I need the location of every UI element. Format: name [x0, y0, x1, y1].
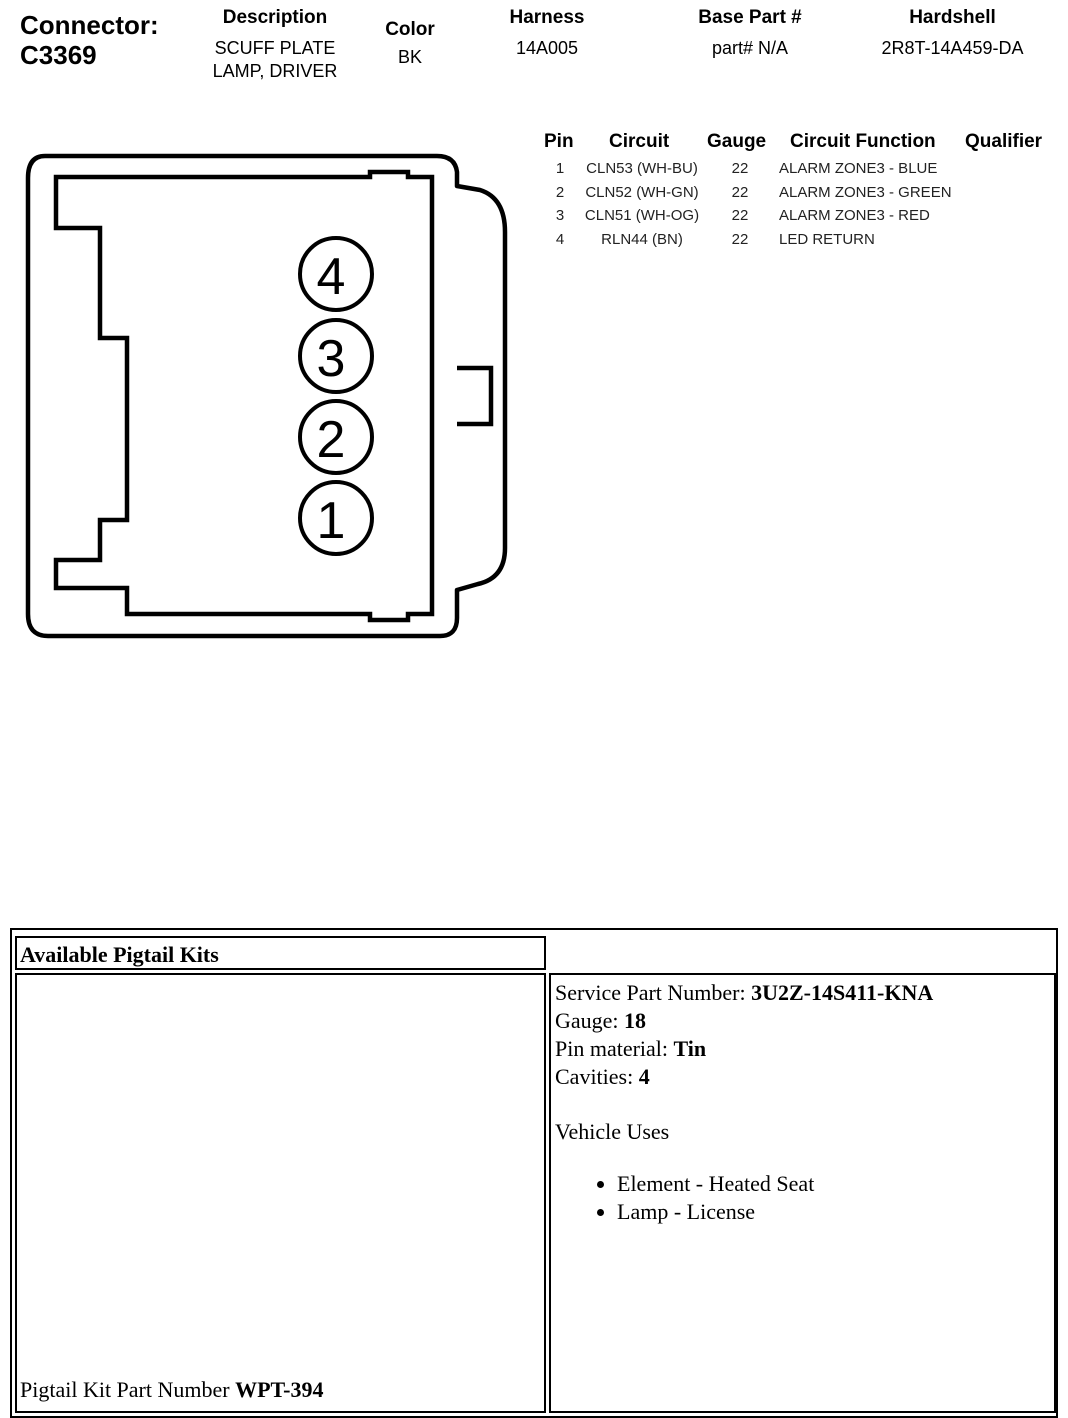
pigtail-image-cell — [15, 973, 546, 1413]
hardshell-column — [860, 6, 1045, 60]
pin-table-cell-function: LED RETURN — [779, 231, 875, 248]
base-part-heading: Base Part # — [698, 7, 802, 28]
service-part-label: Service Part Number: — [555, 980, 746, 1005]
pin-table-header-qualifier: Qualifier — [965, 131, 1043, 152]
vehicle-uses-heading: Vehicle Uses — [555, 1119, 670, 1144]
color-value: BK — [397, 47, 422, 67]
pin-table-cell-pin: 1 — [555, 160, 565, 177]
pin-label-2: 2 — [316, 411, 346, 469]
pin-cavity-2 — [300, 401, 372, 473]
pin-table-header-function: Circuit Function — [790, 131, 936, 152]
pin-cavity-3 — [300, 320, 372, 392]
kit-part-value: WPT-394 — [235, 1377, 324, 1402]
pigtail-details — [551, 975, 1054, 1226]
pin-table-cell-gauge: 22 — [731, 231, 749, 248]
pin-material-value: Tin — [673, 1036, 707, 1061]
color-column — [370, 18, 450, 69]
pin-material-label: Pin material: — [555, 1036, 669, 1061]
pigtail-kit-part-number — [20, 1377, 324, 1403]
hardshell-value: 2R8T-14A459-DA — [881, 38, 1024, 58]
pin-table-cell-pin: 2 — [555, 184, 565, 201]
description-heading: Description — [222, 7, 328, 28]
pin-material-info — [555, 1035, 1054, 1063]
harness-value: 14A005 — [515, 38, 579, 58]
pin-cavity-1 — [300, 482, 372, 554]
pigtail-details-cell — [549, 973, 1056, 1413]
description-line-2: LAMP, DRIVER — [212, 61, 338, 81]
description-column — [190, 6, 360, 83]
pin-table-header-gauge: Gauge — [707, 131, 767, 152]
connector-id: C3369 — [20, 40, 97, 70]
service-part-number — [555, 979, 1054, 1007]
harness-heading: Harness — [509, 7, 585, 28]
pigtail-title-cell — [15, 936, 546, 970]
cavities-info — [555, 1063, 1054, 1091]
pin-label-1: 1 — [316, 492, 346, 550]
hardshell-heading: Hardshell — [909, 7, 996, 28]
connector-latch — [457, 368, 491, 424]
harness-column — [482, 6, 612, 60]
connector-inner-cavity — [56, 172, 432, 620]
pigtail-title: Available Pigtail Kits — [20, 942, 219, 967]
pin-table-cell-gauge: 22 — [731, 160, 749, 177]
pin-table-cell-pin: 4 — [555, 231, 565, 248]
pin-table-cell-function: ALARM ZONE3 - GREEN — [779, 184, 952, 201]
gauge-value: 18 — [624, 1008, 647, 1033]
description-line-1: SCUFF PLATE — [214, 38, 336, 58]
pin-table-cell-circuit: CLN51 (WH-OG) — [584, 207, 700, 224]
pin-table-cell-function: ALARM ZONE3 - RED — [779, 207, 930, 224]
connector-face-diagram — [0, 140, 520, 650]
pin-table-cell-circuit: RLN44 (BN) — [601, 231, 683, 248]
pin-table-cell-function: ALARM ZONE3 - BLUE — [779, 160, 938, 177]
vehicle-uses-list — [555, 1170, 1054, 1226]
cavities-label: Cavities: — [555, 1064, 634, 1089]
list-item: • Lamp - License — [617, 1198, 1054, 1226]
kit-part-label: Pigtail Kit Part Number — [20, 1377, 230, 1402]
gauge-label: Gauge: — [555, 1008, 619, 1033]
connector-title — [20, 10, 159, 70]
pin-table-cell-gauge: 22 — [731, 184, 749, 201]
base-part-column — [670, 6, 830, 60]
connector-label: Connector: — [20, 10, 159, 40]
pin-table-cell-circuit: CLN53 (WH-BU) — [586, 160, 698, 177]
pin-cavity-4 — [300, 238, 372, 310]
pin-table-cell-gauge: 22 — [731, 207, 749, 224]
pin-label-3: 3 — [316, 330, 346, 388]
gauge-info — [555, 1007, 1054, 1035]
list-item: • Element - Heated Seat — [617, 1170, 1054, 1198]
pin-table-cell-pin: 3 — [555, 207, 565, 224]
description-value — [190, 37, 360, 83]
service-part-value: 3U2Z-14S411-KNA — [751, 980, 934, 1005]
pin-table-header-circuit: Circuit — [609, 131, 670, 152]
pin-table-header-pin: Pin — [544, 131, 574, 152]
cavities-value: 4 — [638, 1064, 650, 1089]
base-part-value: part# N/A — [711, 38, 789, 58]
color-heading: Color — [385, 19, 435, 40]
pin-label-4: 4 — [316, 248, 346, 306]
pin-table-cell-circuit: CLN52 (WH-GN) — [585, 184, 699, 201]
